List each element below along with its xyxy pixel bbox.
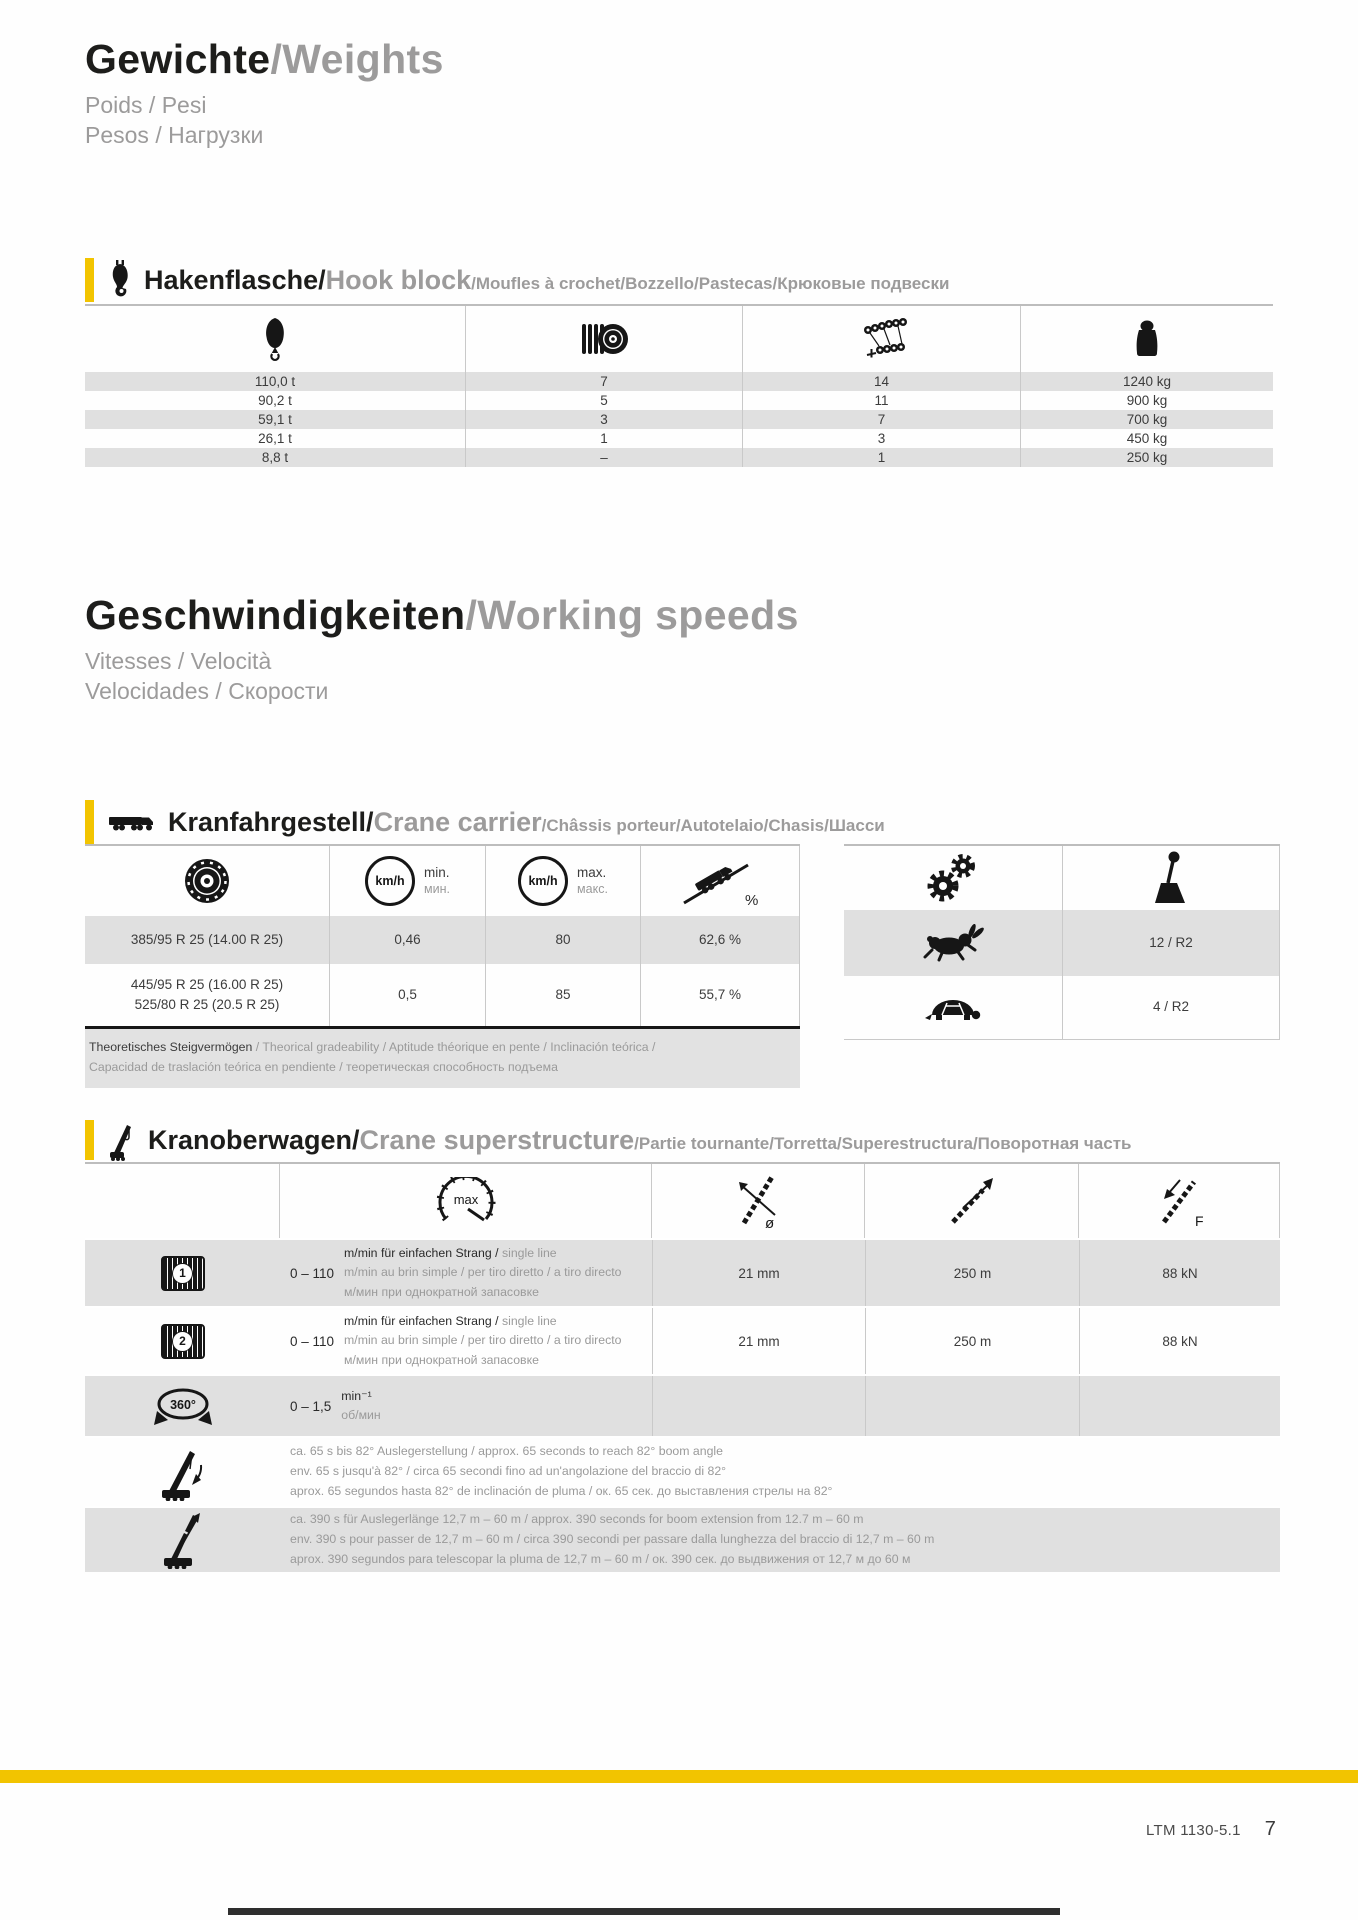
max-label: max: [453, 1192, 478, 1207]
gear-row-fast: [844, 910, 1280, 976]
winch-speed-range: 0 – 110: [290, 1333, 335, 1349]
title-speeds-sep: /: [465, 592, 478, 638]
rope-diameter-value: 21 mm: [652, 1240, 865, 1306]
telescope-line1-en: approx. 390 seconds for boom extension from 12.7 m – 60 m: [531, 1512, 864, 1527]
title-speeds-en: Working speeds: [477, 592, 799, 638]
gradeability-value: 62,6 %: [641, 916, 800, 964]
gears-icon: [926, 851, 980, 905]
telescope-icon-cell: [85, 1508, 280, 1572]
yellow-accent-bar: [85, 258, 94, 302]
min-speed: 0,5: [330, 964, 486, 1026]
table-cell: 3: [466, 410, 743, 429]
turtle-icon-cell: [844, 976, 1063, 1039]
gear-row-slow: [844, 976, 1280, 1039]
weights-title-block: [85, 38, 444, 151]
title-weights-en: Weights: [282, 36, 444, 82]
percent-label: %: [745, 892, 758, 907]
winch2-icon-cell: [85, 1308, 280, 1374]
derrick-line3: aprox. 65 segundos hasta 82° de inclinación de pluma / ок. 65 сек. до выставления стрелы на 82°: [290, 1483, 833, 1498]
empty-cell: [865, 1376, 1079, 1436]
derrick-line1-en: approx. 65 seconds to reach 82° boom angle: [478, 1444, 723, 1459]
winch1-speed: [280, 1240, 652, 1306]
load-teardrop-icon: [262, 317, 288, 361]
weight-icon: [1134, 320, 1160, 358]
table-cell: 7: [466, 372, 743, 391]
min-label-ru: мин.: [424, 881, 450, 896]
carrier-row-2: [85, 964, 800, 1026]
winch1-icon-cell: [85, 1240, 280, 1306]
turtle-icon: [924, 993, 982, 1023]
heading-kranoberwagen: Kranoberwagen/: [148, 1124, 360, 1155]
slewing-row: [85, 1374, 1280, 1436]
superstructure-section: [85, 1120, 1280, 1572]
slew-icon-cell: [85, 1376, 280, 1436]
gradeability-icon: [682, 855, 758, 907]
yellow-accent-bar: [85, 800, 94, 844]
col-tires: [85, 846, 330, 916]
col-max-speed: [280, 1164, 652, 1238]
page-title-speeds: [85, 594, 799, 637]
max-label-ru: макс.: [577, 881, 608, 896]
carrier-heading: [85, 800, 1280, 844]
col-rope-length: [865, 1164, 1079, 1238]
derricking-row: [85, 1436, 1280, 1506]
page-number: 7: [1264, 1818, 1276, 1840]
telescoping-text: [280, 1508, 1280, 1572]
line-pull-value: 88 kN: [1079, 1308, 1280, 1374]
page-title-weights: [85, 38, 444, 81]
empty-cell: [1079, 1376, 1280, 1436]
winch-line1-de: m/min für einfachen Strang /: [344, 1245, 502, 1260]
slew-unit-ru: об/мин: [341, 1408, 381, 1422]
rope-length-icon: [945, 1176, 999, 1226]
max-label: max.: [577, 864, 607, 880]
boom-telescoping-icon: [160, 1511, 206, 1569]
slew-unit: min⁻¹: [341, 1388, 372, 1403]
carrier-row-1: [85, 916, 800, 964]
superstructure-heading: [85, 1120, 1280, 1160]
slew-360-icon: [154, 1385, 212, 1427]
gear-value-fast: 12 / R2: [1063, 910, 1280, 976]
table-cell: 8,8 t: [85, 448, 466, 467]
kmh-icon: km/h: [518, 856, 568, 906]
title-weights-de: Gewichte: [85, 36, 271, 82]
max-speed: 80: [486, 916, 641, 964]
tire-icon: [184, 858, 230, 904]
heading-carrier-langs: /Châssis porteur/Autotelaio/Chasis/Шасси: [541, 815, 885, 835]
table-cell: 90,2 t: [85, 391, 466, 410]
table-cell: 900 kg: [1126, 393, 1168, 408]
col-gradeability: [641, 846, 800, 916]
col-hook-capacity: [85, 306, 466, 372]
table-cell: 1: [466, 429, 743, 448]
carrier-tables: [85, 844, 1280, 1094]
heading-superstructure-langs: /Partie tournante/Torretta/Superestructura/Поворотная часть: [634, 1133, 1132, 1153]
table-cell: 11: [743, 391, 1021, 410]
heading-crane-carrier: Crane carrier: [373, 806, 542, 837]
diameter-label: ø: [765, 1215, 775, 1229]
rabbit-icon: [922, 924, 984, 962]
table-cell: 450 kg: [1126, 431, 1168, 446]
derrick-line2: env. 65 s jusqu'à 82° / circa 65 secondi fino ad un'angolazione del braccio di 82°: [290, 1464, 727, 1479]
slew-speed: [280, 1376, 652, 1436]
footer: [1146, 1818, 1276, 1841]
gradeability-footnote: [85, 1026, 800, 1088]
rabbit-icon-cell: [844, 910, 1063, 976]
boom-derricking-icon: [160, 1443, 206, 1501]
rope-diameter-value: 21 mm: [652, 1308, 865, 1374]
winch1-row: [85, 1238, 1280, 1306]
winch-line2: m/min au brin simple / per tiro diretto / a tiro directo: [344, 1265, 622, 1280]
slew-speed-range: 0 – 1,5: [290, 1398, 332, 1414]
footnote-lead: Theoretisches Steigvermögen: [89, 1040, 253, 1054]
tire-size: 445/95 R 25 (16.00 R 25) 525/80 R 25 (20.5 R 25): [85, 964, 330, 1026]
winch-line3: м/мин при однократной запасовке: [344, 1284, 539, 1299]
gradeability-value: 55,7 %: [641, 964, 800, 1026]
hook-block-section: [85, 258, 1273, 467]
table-cell: 7: [743, 410, 1021, 429]
carrier-section: [85, 800, 1280, 1094]
derricking-text: [280, 1438, 1280, 1506]
heading-hook-block: Hook block: [325, 264, 472, 295]
winch2-row: [85, 1306, 1280, 1374]
col-sheaves: [466, 306, 743, 372]
table-cell: 700 kg: [1021, 410, 1273, 429]
footnote-line1: / Theorical gradeability / Aptitude théorique en pente / Inclinación teórica /: [252, 1040, 656, 1054]
winch-line1-de: m/min für einfachen Strang /: [344, 1313, 502, 1328]
col-speed-max: [486, 846, 641, 916]
telescope-line2: env. 390 s pour passer de 12,7 m – 60 m / circa 390 secondi per passare dalla lunghezza del braccio di 12,7 m – 60 m: [290, 1532, 935, 1547]
rope-length-value: 250 m: [865, 1240, 1079, 1306]
table-cell: 14: [743, 372, 1021, 391]
telescope-line3: aprox. 390 segundos para telescopar la pluma de 12,7 m – 60 m / ок. 390 сек. до выдвижения от 12,7 м до 60 м: [290, 1551, 911, 1566]
footer-yellow-band: [0, 1770, 1358, 1783]
table-cell: 110,0 t: [85, 372, 466, 391]
heading-hook-block-langs: /Moufles à crochet/Bozzello/Pastecas/Крюковые подвески: [471, 273, 950, 293]
weights-subtitle-es-ru: Pesos / Нагрузки: [85, 122, 264, 149]
winch-speed-range: 0 – 110: [290, 1265, 335, 1281]
weights-subtitle-fr-it: Poids / Pesi: [85, 92, 207, 119]
sheaves-icon: [580, 320, 628, 358]
winch1-icon: 1: [161, 1256, 205, 1291]
hook-block-table: [85, 304, 1273, 467]
hook-block-heading: [85, 258, 1273, 302]
carrier-heading-text: [168, 807, 885, 838]
winch2-icon: 2: [161, 1324, 205, 1359]
hook-block-heading-text: [144, 265, 949, 296]
col-weight: [1021, 306, 1273, 372]
table-cell: 26,1 t: [85, 429, 466, 448]
gear-shifter-icon: [1155, 851, 1187, 905]
rope-diameter-icon: [732, 1173, 784, 1229]
reeving-icon: [855, 318, 909, 360]
superstructure-table: [85, 1162, 1280, 1572]
derrick-icon-cell: [85, 1438, 280, 1506]
col-gear-shift: [1063, 846, 1280, 910]
slew-label: 360°: [169, 1398, 196, 1412]
winch-line2: m/min au brin simple / per tiro diretto / a tiro directo: [344, 1333, 622, 1348]
speeds-title-block: [85, 594, 799, 707]
winch-line3: м/мин при однократной запасовке: [344, 1352, 539, 1367]
carrier-gear-table: [844, 844, 1280, 1040]
yellow-accent-bar: [85, 1120, 94, 1160]
table-cell: 250 kg: [1021, 448, 1273, 467]
title-weights-sep: /: [270, 36, 283, 82]
min-speed: 0,46: [330, 916, 486, 964]
truck-icon: [109, 813, 155, 831]
col-line-pull: [1079, 1164, 1280, 1238]
empty-cell: [652, 1376, 865, 1436]
col-gearbox: [844, 846, 1063, 910]
scan-edge-artifact: [228, 1908, 1060, 1915]
col-reeving-lines: [743, 306, 1021, 372]
telescope-line1-de: ca. 390 s für Auslegerlänge 12,7 m – 60 m /: [290, 1512, 532, 1527]
title-speeds-de: Geschwindigkeiten: [85, 592, 466, 638]
winch2-speed: [280, 1308, 652, 1374]
heading-crane-superstructure: Crane superstructure: [359, 1124, 635, 1155]
telescoping-row: [85, 1506, 1280, 1572]
tire-size: 385/95 R 25 (14.00 R 25): [85, 916, 330, 964]
table-cell: 3: [743, 429, 1021, 448]
superstructure-heading-text: [148, 1125, 1131, 1156]
table-cell: –: [466, 448, 743, 467]
line-pull-icon: [1152, 1174, 1206, 1228]
gear-value-slow: 4 / R2: [1063, 976, 1280, 1039]
heading-hakenflasche: Hakenflasche/: [144, 264, 326, 295]
derrick-line1-de: ca. 65 s bis 82° Auslegerstellung /: [290, 1444, 479, 1459]
winch-line1-en: single line: [501, 1245, 557, 1260]
heading-kranfahrgestell: Kranfahrgestell/: [168, 806, 374, 837]
col-rope-diameter: [652, 1164, 865, 1238]
table-cell: 5: [466, 391, 743, 410]
footnote-line2: Capacidad de traslación teórica en pendiente / теоретическая способность подъема: [89, 1059, 558, 1074]
col-function: [85, 1164, 280, 1238]
kmh-icon: km/h: [365, 856, 415, 906]
document-id: LTM 1130-5.1: [1146, 1822, 1241, 1839]
carrier-speed-table: [85, 844, 800, 1088]
rope-length-value: 250 m: [865, 1308, 1079, 1374]
crane-icon: [109, 1119, 135, 1161]
table-cell: 1240 kg: [1021, 372, 1273, 391]
line-pull-value: 88 kN: [1079, 1240, 1280, 1306]
force-label: F: [1195, 1213, 1204, 1228]
min-label: min.: [424, 864, 450, 880]
speeds-subtitle-es-ru: Velocidades / Скорости: [85, 678, 329, 705]
speeds-subtitle-fr-it: Vitesses / Velocità: [85, 648, 272, 675]
table-cell: 59,1 t: [85, 410, 466, 429]
winch-line1-en: single line: [501, 1313, 557, 1328]
speedometer-max-icon: [434, 1177, 498, 1225]
max-speed: 85: [486, 964, 641, 1026]
table-cell: 1: [743, 448, 1021, 467]
col-speed-min: [330, 846, 486, 916]
hook-icon: [109, 260, 131, 300]
